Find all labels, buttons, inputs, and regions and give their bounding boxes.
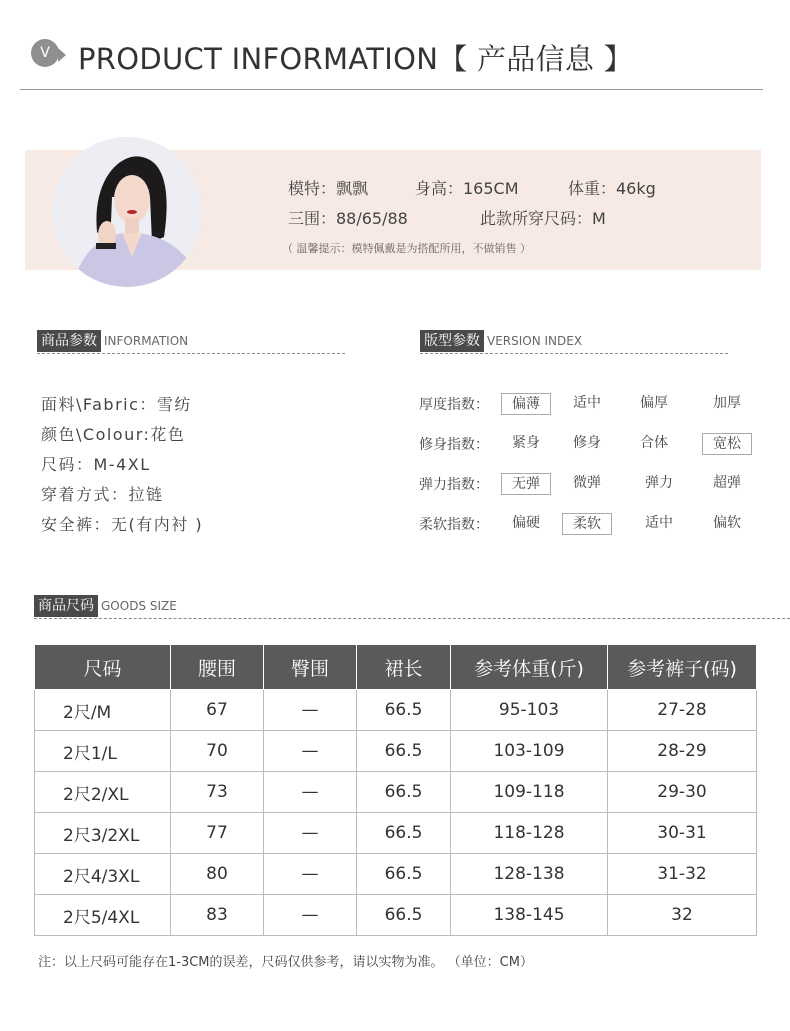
size-section-header (34, 595, 177, 617)
version-section-tag: 版型参数 (420, 330, 484, 352)
size-table (34, 644, 757, 936)
cell-waist: 67 (171, 690, 264, 731)
params-section-en: INFORMATION (104, 334, 189, 348)
cell-ref-weight: 128-138 (451, 854, 608, 895)
col-header-length: 裙长 (357, 645, 451, 690)
size-table-header-row (35, 645, 757, 690)
cell-size: 2尺/M (35, 690, 171, 731)
params-section-tag: 商品参数 (37, 330, 101, 352)
size-section-tag: 商品尺码 (34, 595, 98, 617)
col-header-size: 尺码 (35, 645, 171, 690)
col-header-ref-pants: 参考裤子(码) (608, 645, 757, 690)
thickness-option-0: 偏薄 (501, 393, 551, 415)
elasticity-option-1: 微弹 (573, 475, 601, 491)
cell-size: 2尺1/L (35, 731, 171, 772)
cell-hip: — (264, 772, 357, 813)
cell-ref-weight: 109-118 (451, 772, 608, 813)
index-label-thickness: 厚度指数： (419, 397, 489, 413)
cell-hip: — (264, 895, 357, 936)
cell-hip: — (264, 813, 357, 854)
params-section-header (37, 330, 188, 352)
param-wear-method: 穿着方式：拉链 (41, 485, 164, 504)
col-header-ref-weight: 参考体重(斤) (451, 645, 608, 690)
cell-waist: 73 (171, 772, 264, 813)
cell-ref-pants: 32 (608, 895, 757, 936)
model-photo (52, 137, 202, 287)
table-row (35, 731, 757, 772)
size-section-en: GOODS SIZE (101, 599, 177, 613)
softness-option-3: 偏软 (713, 515, 741, 531)
version-section-header (420, 330, 582, 352)
cell-length: 66.5 (357, 895, 451, 936)
thickness-option-3: 加厚 (713, 395, 741, 411)
cell-length: 66.5 (357, 854, 451, 895)
table-row (35, 854, 757, 895)
elasticity-option-3: 超弹 (713, 475, 741, 491)
param-safety-shorts: 安全裤：无(有内衬 ) (41, 515, 204, 534)
model-size-worn: 此款所穿尺码：M (480, 209, 606, 228)
cell-size: 2尺3/2XL (35, 813, 171, 854)
model-height: 身高：165CM (415, 179, 519, 198)
cell-ref-weight: 138-145 (451, 895, 608, 936)
cell-length: 66.5 (357, 731, 451, 772)
softness-option-0: 偏硬 (512, 515, 540, 531)
param-fabric: 面料\Fabric：雪纺 (41, 395, 192, 414)
softness-option-1: 柔软 (562, 513, 612, 535)
table-row (35, 690, 757, 731)
cell-hip: — (264, 690, 357, 731)
cell-hip: — (264, 731, 357, 772)
col-header-hip: 臀围 (264, 645, 357, 690)
model-measurements: 三围：88/65/88 (288, 209, 408, 228)
header-divider (20, 89, 763, 90)
fit-option-0: 紧身 (512, 435, 540, 451)
index-label-fit: 修身指数： (419, 437, 489, 453)
cell-waist: 77 (171, 813, 264, 854)
cell-length: 66.5 (357, 813, 451, 854)
softness-option-2: 适中 (645, 515, 673, 531)
cell-waist: 80 (171, 854, 264, 895)
model-weight: 体重：46kg (568, 179, 656, 198)
fit-option-3: 宽松 (702, 433, 752, 455)
header-badge-icon: V (31, 39, 59, 67)
thickness-option-1: 适中 (573, 395, 601, 411)
fit-option-2: 合体 (640, 435, 668, 451)
elasticity-option-0: 无弹 (501, 473, 551, 495)
table-row (35, 813, 757, 854)
index-label-elasticity: 弹力指数： (419, 477, 489, 493)
version-section-divider (420, 353, 728, 354)
cell-ref-pants: 29-30 (608, 772, 757, 813)
cell-ref-weight: 95-103 (451, 690, 608, 731)
size-section-divider (34, 618, 790, 619)
index-label-softness: 柔软指数： (419, 517, 489, 533)
cell-length: 66.5 (357, 772, 451, 813)
cell-size: 2尺2/XL (35, 772, 171, 813)
cell-ref-pants: 31-32 (608, 854, 757, 895)
cell-ref-pants: 27-28 (608, 690, 757, 731)
cell-ref-pants: 28-29 (608, 731, 757, 772)
page-title: PRODUCT INFORMATION【 产品信息 】 (78, 42, 634, 76)
model-name: 模特：飘飘 (288, 179, 369, 198)
header-arrow-icon (58, 48, 66, 62)
cell-size: 2尺4/3XL (35, 854, 171, 895)
cell-waist: 70 (171, 731, 264, 772)
cell-size: 2尺5/4XL (35, 895, 171, 936)
cell-ref-weight: 118-128 (451, 813, 608, 854)
table-row (35, 895, 757, 936)
elasticity-option-2: 弹力 (645, 475, 673, 491)
size-footnote: 注：以上尺码可能存在1-3CM的误差，尺码仅供参考，请以实物为准。 （单位：CM） (38, 955, 533, 970)
cell-ref-weight: 103-109 (451, 731, 608, 772)
param-colour: 颜色\Colour:花色 (41, 425, 186, 444)
cell-ref-pants: 30-31 (608, 813, 757, 854)
cell-hip: — (264, 854, 357, 895)
fit-option-1: 修身 (573, 435, 601, 451)
cell-waist: 83 (171, 895, 264, 936)
params-section-divider (37, 353, 345, 354)
version-section-en: VERSION INDEX (487, 334, 583, 348)
model-note: （ 温馨提示：模特佩戴是为搭配所用，不做销售 ） (282, 242, 531, 255)
col-header-waist: 腰围 (171, 645, 264, 690)
table-row (35, 772, 757, 813)
cell-length: 66.5 (357, 690, 451, 731)
param-size: 尺码：M-4XL (41, 455, 151, 474)
thickness-option-2: 偏厚 (640, 395, 668, 411)
